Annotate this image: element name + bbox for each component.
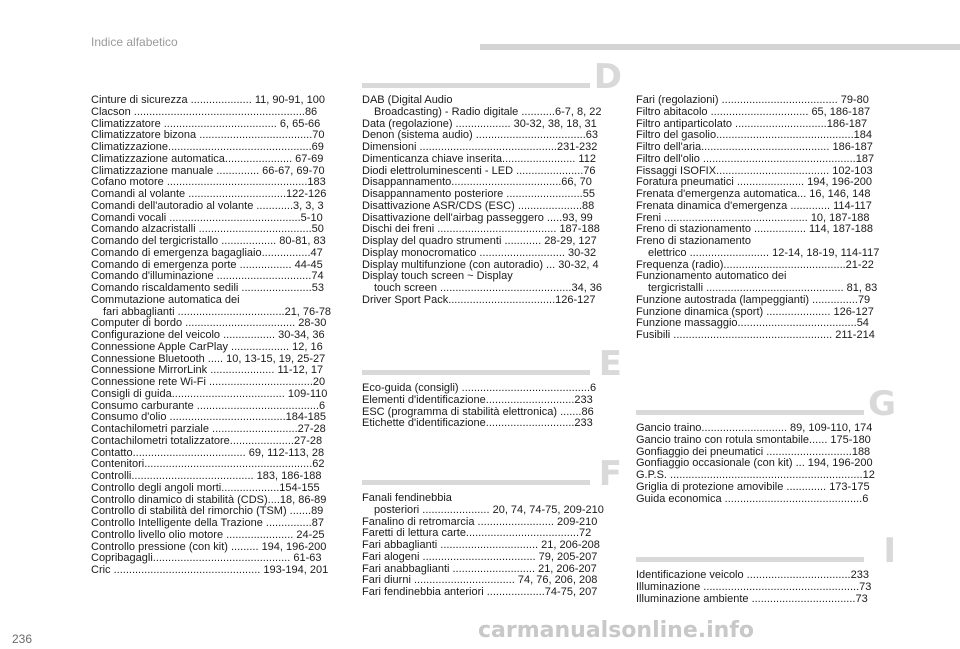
letter-f: F <box>598 454 622 494</box>
letter-heading-f <box>362 454 622 494</box>
index-entry-text: Filtro del gasolio.............................................184 <box>636 129 872 142</box>
index-entry-continuation: tergicristalli ............................................. 81, 83 <box>648 282 878 294</box>
index-entry-text: Comandi vocali ...........................................5-10 <box>91 211 323 224</box>
index-entry-text: Climatizzatore ..................................... 6, 65-66 <box>91 117 321 130</box>
letter-heading-d <box>362 57 622 97</box>
index-entry <box>362 95 622 119</box>
index-entry-text: Identificazione veicolo ..................................233 <box>636 569 869 581</box>
index-entry-text: Comando d'illuminazione ...............................74 <box>91 270 324 283</box>
index-entry-text: Guida economica .............................................6 <box>636 492 869 505</box>
index-entry-text: Frequenza (radio)........................................21-22 <box>636 258 874 271</box>
index-entry-text: Filtro abitacolo ................................ 65, 186-187 <box>636 105 871 118</box>
index-entry <box>636 236 896 260</box>
index-entry-text: Fari diurni ................................. 74, 76, 206, 208 <box>362 574 598 587</box>
index-entry-text: Dimensioni .............................................231-232 <box>362 141 598 153</box>
index-entry-text: Fari alogeni ..................................... 79, 205-207 <box>362 550 598 563</box>
index-entry-text: Denon (sistema audio) ....................................63 <box>362 129 598 142</box>
index-entry-text: Eco-guida (consigli) ..........................................6 <box>362 382 597 394</box>
letter-divider <box>362 370 590 375</box>
index-entry-text: Display multifunzione (con autoradio) ... 30-32, 4 <box>362 258 599 271</box>
index-entry-text: Gonfiaggio occasionale (con kit) ... 194, 196-200 <box>636 457 873 470</box>
index-entry-text: Consumo carburante ........................................6 <box>91 399 326 412</box>
index-entry-text: Contachilometri parziale ............................27-28 <box>91 423 326 435</box>
index-entry-text: Gancio traino con rotula smontabile...... 175-180 <box>636 433 871 446</box>
index-entry-text: Elementi d'identificazione.............................233 <box>362 393 593 406</box>
index-entry-text: Configurazione del veicolo ................. 30-34, 36 <box>91 329 325 341</box>
index-column-e <box>362 383 622 430</box>
index-entry-text: Fari fendinebbia anteriori ...................74-75, 207 <box>362 586 598 598</box>
index-entry-text: Disattivazione dell'airbag passeggero .....93, 99 <box>362 211 593 224</box>
index-entry-text: Controllo livello olio motore ...................... 24-25 <box>91 528 325 541</box>
index-entry-text: Cric ................................................ 193-194, 201 <box>91 564 329 576</box>
index-entry-text: Funzione massaggio.......................................54 <box>636 317 869 330</box>
index-entry-text: Freni ............................................... 10, 187-188 <box>636 211 870 224</box>
index-entry-text: Gancio traino............................ 89, 109-110, 174 <box>636 422 873 434</box>
index-entry-text: Fari abbaglianti ................................ 21, 206-208 <box>362 539 600 551</box>
index-entry-text: Fari (regolazioni) ...................................... 79-80 <box>636 94 869 106</box>
index-column-f <box>362 493 622 599</box>
index-entry <box>91 565 351 577</box>
index-entry-text: Foratura pneumatici ...................... 194, 196-200 <box>636 176 873 189</box>
index-entry-text: Funzione dinamica (sport) ..................... 126-127 <box>636 305 874 318</box>
index-entry-continuation: fari abbaglianti ...................................21, 76-78 <box>103 305 332 318</box>
index-entry-text: Consumo d'olio ......................................184-185 <box>91 411 327 424</box>
letter-e: E <box>598 344 622 384</box>
index-entry-text: Disappannamento posteriore .........................55 <box>362 188 595 200</box>
index-entry <box>636 594 896 606</box>
index-entry-text: Funzione autostrada (lampeggianti) ...............79 <box>636 293 871 306</box>
index-entry-text: Commutazione automatica dei <box>91 293 240 306</box>
index-entry-text: Comando alzacristalli .....................................50 <box>91 223 324 236</box>
index-entry-text: Connessione rete Wi-Fi ..................................20 <box>91 376 326 388</box>
index-entry <box>362 493 622 517</box>
index-entry-text: Fanalino di retromarcia ......................... 209-210 <box>362 515 598 528</box>
index-entry-text: Controllo dinamico di stabilità (CDS)....18, 86-89 <box>91 493 327 506</box>
index-entry-text: Controllo Intelligente della Trazione ...............87 <box>91 517 324 529</box>
index-entry-text: Illuminazione ...................................................73 <box>636 580 872 593</box>
index-entry-text: Connessione MirrorLink ..................... 11-12, 17 <box>91 364 324 377</box>
index-entry-text: Freno di stazionamento ................. 114, 187-188 <box>636 223 874 236</box>
index-entry-text: Controllo pressione (con kit) ......... 194, 196-200 <box>91 540 327 553</box>
index-entry-text: G.P.S. ...............................................................12 <box>636 469 875 481</box>
index-entry-text: Griglia di protezione amovibile ............. 173-175 <box>636 480 870 493</box>
index-entry-text: Comando di emergenza porte ................. 44-45 <box>91 258 323 271</box>
header-divider <box>480 44 960 50</box>
index-column-g <box>636 423 896 505</box>
index-entry-text: Frenata dinamica d'emergenza ............. 114-117 <box>636 199 872 212</box>
index-entry-text: ESC (programma di stabilità elettronica) .......86 <box>362 405 594 418</box>
index-entry-text: Frenata d'emergenza automatica... 16, 146, 148 <box>636 188 871 200</box>
index-entry-text: Driver Sport Pack...................................126-127 <box>362 293 596 306</box>
index-entry-continuation: touch screen ...........................................34, 36 <box>374 282 603 294</box>
index-entry-text: Climatizzatore bizona .....................................70 <box>91 129 325 142</box>
letter-divider <box>362 83 590 88</box>
index-entry-continuation: posteriori ...................... 20, 74, 74-75, 209-210 <box>374 503 604 516</box>
index-entry-text: Contatto..................................... 69, 112-113, 28 <box>91 446 325 459</box>
index-entry-text: Consigli di guida..................................... 109-110 <box>91 387 328 400</box>
index-entry-text: Dimenticanza chiave inserita........................ 112 <box>362 152 596 165</box>
index-entry <box>636 494 896 506</box>
index-column-c <box>91 95 351 577</box>
index-entry-text: Fissaggi ISOFIX..................................... 102-103 <box>636 164 873 177</box>
index-entry-text: Climatizzazione automatica...................... 67-69 <box>91 152 324 165</box>
index-entry-text: Controllo di stabilità del rimorchio (TSM) .......89 <box>91 505 324 518</box>
index-entry-text: Filtro dell'aria.......................................... 186-187 <box>636 141 873 153</box>
index-entry-text: Comando di emergenza bagagliaio................47 <box>91 246 323 259</box>
index-entry <box>636 271 896 295</box>
page-number: 236 <box>12 632 33 646</box>
letter-d: D <box>593 57 622 97</box>
letter-divider <box>636 410 864 415</box>
index-entry-text: DAB (Digital Audio <box>362 94 453 106</box>
letter-g: G <box>868 384 896 424</box>
index-entry-text: Connessione Bluetooth ..... 10, 13-15, 19, 25-27 <box>91 352 326 365</box>
index-entry-text: Fanali fendinebbia <box>362 492 452 504</box>
index-entry-text: Faretti di lettura carte.....................................72 <box>362 527 592 540</box>
index-entry-text: Controlli........................................ 183, 186-188 <box>91 470 322 482</box>
index-entry-text: Data (regolazione) .................. 30-32, 38, 18, 31 <box>362 117 597 130</box>
index-entry-continuation: Broadcasting) - Radio digitale ...........6-7, 8, 22 <box>374 105 602 118</box>
index-column-d <box>362 95 622 307</box>
index-entry-text: Comandi dell'autoradio al volante ............3, 3, 3 <box>91 199 324 212</box>
letter-divider <box>362 480 590 485</box>
index-column-f-continued <box>636 95 896 342</box>
index-entry-text: Connessione Apple CarPlay ................... 12, 16 <box>91 340 323 353</box>
index-entry-text: Comando del tergicristallo .................. 80-81, 83 <box>91 235 326 247</box>
index-entry <box>636 330 896 342</box>
index-entry-text: Gonfiaggio dei pneumatici ............................188 <box>636 445 871 458</box>
index-entry-text: Contachilometri totalizzatore.....................27-28 <box>91 434 323 447</box>
index-entry-text: Copribagagli............................................. 61-63 <box>91 552 322 565</box>
index-entry-text: Illuminazione ambiente ..................................73 <box>636 592 868 605</box>
watermark: carmanualsonline.info <box>478 618 754 643</box>
index-entry-text: Controllo degli angoli morti...................154-155 <box>91 481 320 494</box>
letter-heading-i <box>636 531 896 571</box>
index-entry <box>362 418 622 430</box>
index-entry-text: Display monocromatico ............................ 30-32 <box>362 246 597 259</box>
index-entry-text: Diodi elettroluminescenti - LED ......................76 <box>362 164 596 177</box>
section-title: Indice alfabetico <box>91 35 178 49</box>
index-entry <box>91 283 351 295</box>
index-entry-text: Cofano motore ..............................................183 <box>91 176 326 189</box>
index-entry-text: Etichette d'identificazione.............................233 <box>362 417 593 430</box>
index-entry-text: Disattivazione ASR/CDS (ESC) .....................88 <box>362 199 595 212</box>
index-column-i <box>636 570 896 605</box>
index-entry-text: Fari anabbaglianti ........................... 21, 206-207 <box>362 562 597 575</box>
index-entry-continuation: elettrico .......................... 12-14, 18-19, 114-117 <box>648 246 880 259</box>
index-entry-text: Climatizzazione...............................................69 <box>91 141 324 153</box>
index-entry-text: Display del quadro strumenti ............ 28-29, 127 <box>362 235 597 247</box>
index-entry <box>91 295 351 319</box>
letter-heading-e <box>362 344 622 384</box>
index-entry-text: Filtro dell'olio ..................................................187 <box>636 152 875 165</box>
index-entry-text: Computer di bordo .................................... 28-30 <box>91 317 327 330</box>
index-entry-text: Dischi dei freni ....................................... 187-188 <box>362 223 600 236</box>
index-entry <box>362 271 622 295</box>
index-entry <box>362 587 622 599</box>
index-entry-text: Clacson ........................................................86 <box>91 105 318 118</box>
letter-divider <box>636 557 864 562</box>
index-entry-text: Funzionamento automatico dei <box>636 270 787 283</box>
index-entry-text: Freno di stazionamento <box>636 235 751 247</box>
index-entry-text: Contenitori.......................................................62 <box>91 458 325 471</box>
index-entry-text: Display touch screen ~ Display <box>362 270 513 283</box>
index-entry-text: Disappannamento....................................66, 70 <box>362 176 592 189</box>
index-entry-text: Comandi al volante ................................122-126 <box>91 188 327 200</box>
index-entry-text: Fusibili .................................................... 211-214 <box>636 329 875 341</box>
index-entry-text: Comando riscaldamento sedili .......................53 <box>91 282 324 294</box>
index-entry-text: Filtro antiparticolato ..............................186-187 <box>636 117 868 130</box>
letter-heading-g <box>636 384 896 424</box>
index-entry-text: Cinture di sicurezza .................... 11, 90-91, 100 <box>91 94 325 106</box>
index-entry-text: Climatizzazione manuale .............. 66-67, 69-70 <box>91 164 325 177</box>
index-entry <box>362 295 622 307</box>
letter-i: I <box>883 531 896 571</box>
